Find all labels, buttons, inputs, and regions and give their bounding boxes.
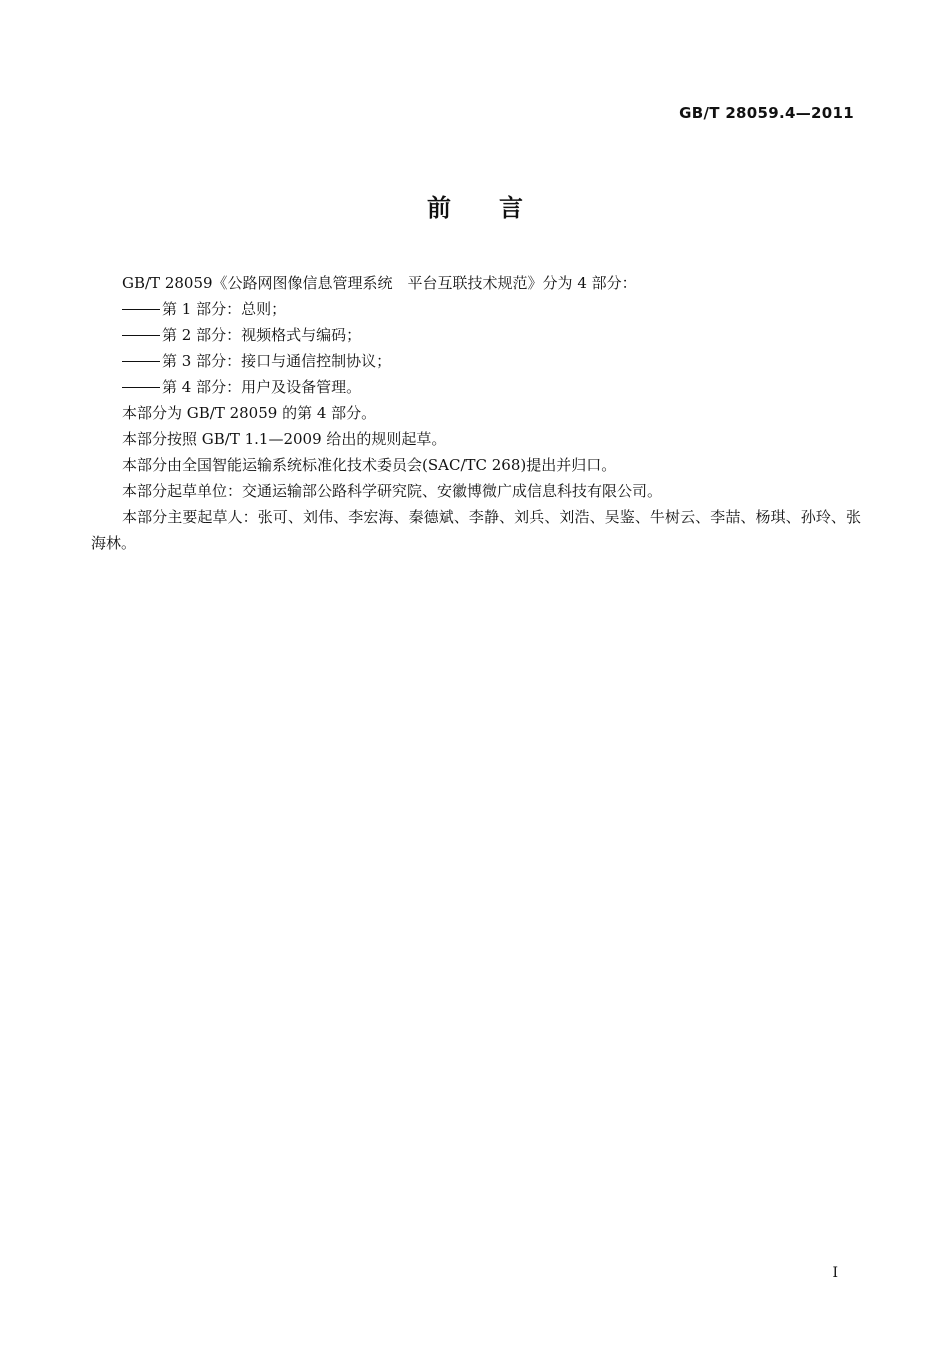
part-label: 第 4 部分：用户及设备管理。: [162, 378, 362, 396]
drafting-units-paragraph: 本部分起草单位：交通运输部公路科学研究院、安徽博微广成信息科技有限公司。: [122, 482, 663, 500]
drafters-paragraph: 本部分主要起草人：张可、刘伟、李宏海、秦德斌、李静、刘兵、刘浩、吴鉴、牛树云、李喆、杨琪、孙玲、张海林。: [91, 508, 861, 552]
proposed-by-paragraph: 本部分由全国智能运输系统标准化技术委员会(SAC/TC 268)提出并归口。: [122, 456, 617, 474]
part-label: 第 3 部分：接口与通信控制协议；: [162, 352, 392, 370]
part-list-item: [91, 374, 861, 400]
em-dash: [122, 387, 160, 388]
part-label: 第 2 部分：视频格式与编码；: [162, 326, 362, 344]
em-dash: [122, 335, 160, 336]
part-list-item: [91, 322, 861, 348]
part-label: 第 1 部分：总则；: [162, 300, 287, 318]
part-of-paragraph: 本部分为 GB/T 28059 的第 4 部分。: [122, 404, 377, 422]
section-title: 前言: [427, 194, 571, 222]
foreword-body: [91, 270, 861, 556]
em-dash: [122, 309, 160, 310]
rules-paragraph: 本部分按照 GB/T 1.1—2009 给出的规则起草。: [122, 430, 447, 448]
standard-code: GB/T 28059.4—2011: [679, 104, 854, 122]
part-list-item: [91, 348, 861, 374]
em-dash: [122, 361, 160, 362]
page-number: I: [832, 1265, 838, 1281]
part-list-item: [91, 296, 861, 322]
intro-paragraph: GB/T 28059《公路网图像信息管理系统 平台互联技术规范》分为 4 部分：: [122, 274, 637, 292]
